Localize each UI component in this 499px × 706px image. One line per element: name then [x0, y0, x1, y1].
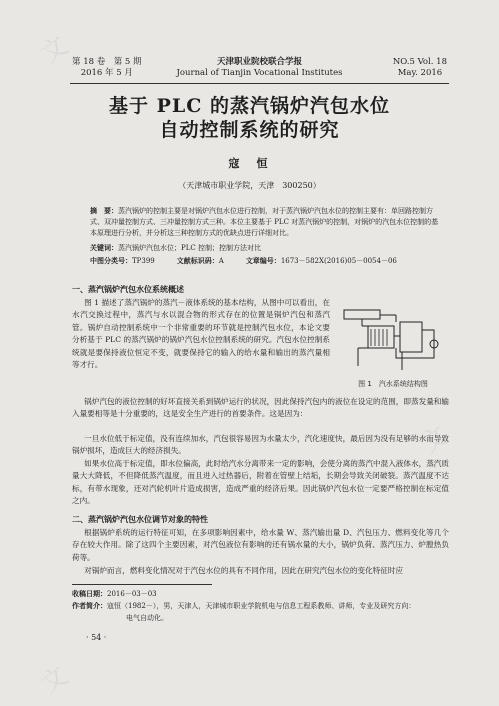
- footnote-rule: [72, 584, 212, 585]
- paragraph: 对锅炉而言，燃料变化情况对于汽包水位的具有不同作用，因此在研究汽包水位的变化特征时应: [84, 566, 404, 575]
- article-number: 1673－582X(2016)05－0054－06: [280, 257, 397, 265]
- section-heading: 二、蒸汽锅炉汽包水位调节对象的特性: [72, 515, 208, 524]
- header-rule: [70, 83, 449, 84]
- journal-header: [72, 57, 447, 83]
- volume-info: 第 18 卷 第 5 期 2016 年 5 月: [72, 57, 142, 78]
- issue-info: NO.5 Vol. 18 May. 2016: [392, 57, 447, 78]
- paragraph: 一旦水位低于标定值，没有连续加水，汽包很容易因为水量太少，汽化速度快，最后因为没有足够的水而导致锅炉损坏，造成巨大的经济损失。: [72, 434, 449, 456]
- author-bio-continued: 电气自动化。: [126, 614, 168, 622]
- abstract: [90, 206, 443, 239]
- affiliation: （天津城市职业学院，天津 300250）: [178, 181, 321, 190]
- paragraph: 根据锅炉系统的运行特征可知，在多项影响因素中，给水量 W、蒸汽输出量 D、汽包压力、燃料变化等几个存在较大作用。除了这四个主要因素，对汽包液位有影响的还有锅水量的大小，锅炉负荷、蒸汽压力、炉膛热负荷等。: [72, 528, 449, 562]
- page-number: · 54 ·: [86, 633, 107, 642]
- watermark: 文: [35, 660, 74, 701]
- clc-number: TP399: [132, 257, 155, 265]
- author-bio: 作者简介：寇恒（1982－），男，天津人，天津城市职业学院机电与信息工程系教师、讲师，专业及研究方向：: [72, 602, 416, 610]
- document-code: A: [218, 257, 224, 265]
- keywords-label: 关键词：: [90, 244, 118, 252]
- paragraph: 如果水位高于标定值，即水位偏高，此时给汽水分离带来一定的影响，会使分离的蒸汽中混入液体水，蒸汽质量大大降低，不但降低蒸汽温度，而且进入过热器后，附着在管壁上结垢，长期会导致关闭破裂。蒸汽温度不达标，有带水现象，还对汽轮机叶片造成损害，造成严重的经济后果。因此锅炉汽包水位一定要严格控制在标定值之内。: [72, 459, 449, 506]
- abstract-text: 蒸汽锅炉的控制主要是对锅炉汽包水位进行控制，对于蒸汽锅炉汽包水位的控制主要有：单回路控制方式、双冲量控制方式、三冲量控制方式三种。本位主要基于 PLC 对蒸汽锅炉的控制，对锅炉的汽包水位控制的基本原理进行分析，并分析这三种控制方式的优缺点进行详细对比。: [90, 207, 439, 237]
- figure-caption: 图 1 汽水系统结构图: [358, 380, 428, 388]
- article-title: 基于 PLC 的蒸汽锅炉汽包水位 自动控制系统的研究: [109, 95, 390, 141]
- paragraph: 锅炉汽包的液位控制的好坏直接关系到锅炉运行的状况，因此保持汽包内的液位在设定的范围，即蒸发量和输入量要相等是十分重要的，这是安全生产进行的首要条件。这是因为：: [72, 397, 449, 419]
- classification-line: 中图分类号：TP399 文献标识码：A 文章编号：1673－582X(2016)05－0054－06: [90, 257, 397, 265]
- journal-name: 天津职业院校联合学报 Journal of Tianjin Vocational Institutes: [176, 57, 343, 78]
- received-date: 收稿日期：2016－03－03: [72, 590, 157, 598]
- abstract-label: 摘 要：: [90, 207, 118, 215]
- watermark: 文: [35, 30, 74, 71]
- watermark: 文: [415, 420, 454, 461]
- author-name: 寇 恒: [228, 157, 271, 170]
- keywords-text: 蒸汽锅炉汽包水位；PLC 控制；控制方法对比: [118, 244, 261, 252]
- keywords: [90, 243, 443, 254]
- steam-water-system-figure: [338, 300, 448, 390]
- section-heading: 一、蒸汽锅炉汽包水位系统概述: [72, 285, 184, 294]
- paragraph: 图 1 描述了蒸汽锅炉的蒸汽－液体系统的基本结构，从图中可以看出，在水汽交换过程中，蒸汽与水以混合物的形式存在的位置是锅炉汽包和蒸汽管。锅炉自动控制系统中一个非常重要的环节就是控制汽包水位，本论文要分析基于 PLC 的蒸汽锅炉的锅炉汽包水位控制系统的研究。汽包水位控制系统就是要保持液位恒定不变，就要保持它的输入的给水量和输出的蒸汽量相等才行。: [72, 298, 330, 370]
